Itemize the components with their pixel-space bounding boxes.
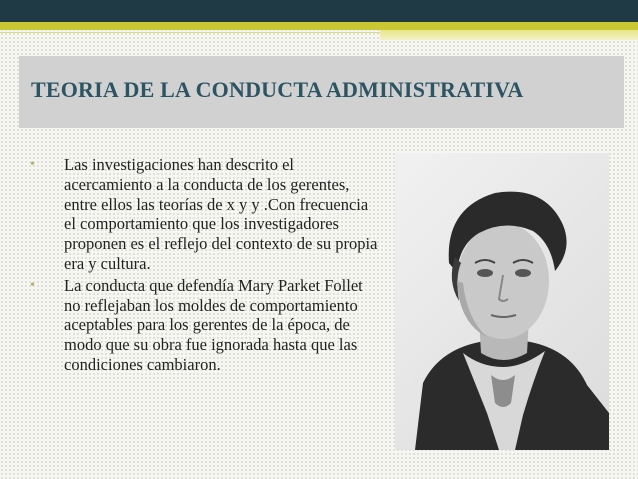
slide-title: TEORIA DE LA CONDUCTA ADMINISTRATIVA xyxy=(31,77,524,102)
title-band xyxy=(19,56,624,128)
bullet-item xyxy=(28,276,380,375)
bullet-text: La conducta que defendía Mary Parket Follet no reflejaban los moldes de comportamiento aceptables para los gerentes de la época, de modo que su obra fue ignorada hasta que las condiciones cambiaron. xyxy=(64,275,363,374)
top-bar xyxy=(0,0,638,22)
slide-content xyxy=(28,155,380,375)
accent-bar xyxy=(0,22,638,30)
portrait-illustration xyxy=(395,153,609,450)
bullet-list xyxy=(28,155,380,375)
accent-bar-highlight xyxy=(380,30,638,40)
bullet-icon: • xyxy=(30,277,35,293)
bullet-text: Las investigaciones han descrito el acercamiento a la conducta de los gerentes, entre ellos las teorías de x y y .Con frecuencia el comportamiento que los investigadores proponen es el reflejo del contexto de su propia era y cultura. xyxy=(64,155,378,273)
accent-line xyxy=(0,32,380,33)
bullet-icon: • xyxy=(30,157,35,172)
bullet-item xyxy=(28,155,380,274)
portrait-photo xyxy=(395,153,609,450)
